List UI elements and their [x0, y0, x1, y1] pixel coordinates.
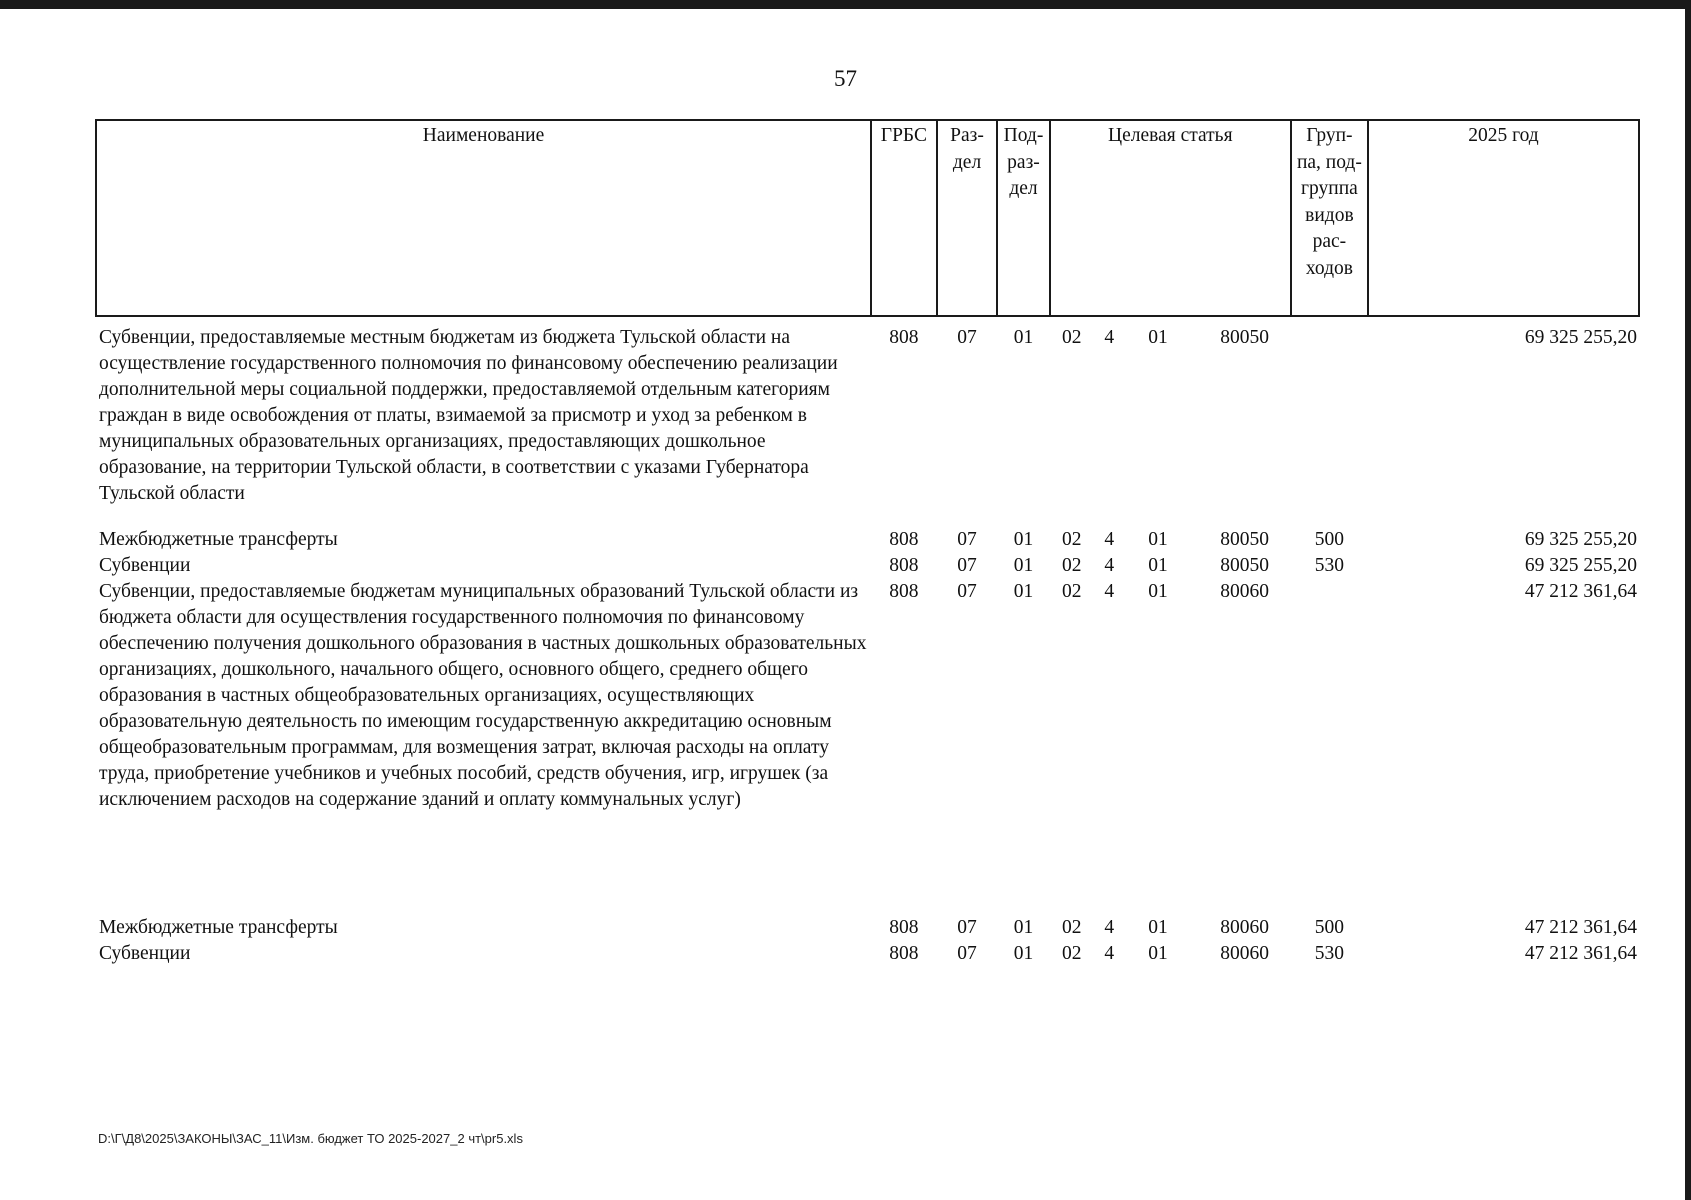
- row-name: Субвенции, предоставляемые местным бюджетам из бюджета Тульской области на осуществление государственного полномочия по финансовому обеспечению реализации дополнительной меры социальной поддержки, предоставляемой отдельным категориям граждан в виде освобождения от платы, взимаемой за присмотр и уход за ребенком в муниципальных образовательных организациях, предоставляющих дошкольное образование, на территории Тульской области, в соответствии с указами Губернатора Тульской области: [99, 327, 838, 504]
- row-vid: [1291, 316, 1368, 527]
- header-name-label: Наименование: [422, 125, 545, 146]
- row-grbs: 808: [889, 555, 919, 576]
- row-sum: 47 212 361,64: [1524, 581, 1637, 602]
- header-razdel-label: Раз- дел: [950, 125, 984, 173]
- row-razdel: 07: [957, 917, 977, 938]
- row-podrazdel: 01: [1013, 917, 1034, 938]
- table-row: [96, 941, 1639, 967]
- row-cs-complex: 01: [1148, 917, 1168, 938]
- row-grbs: 808: [889, 327, 919, 348]
- row-podrazdel: 01: [1013, 555, 1034, 576]
- row-name: Межбюджетные трансферты: [99, 529, 338, 550]
- header-vid-label: Груп- па, под- группа видов рас- ходов: [1296, 125, 1362, 279]
- row-cs-program: 02: [1061, 581, 1082, 602]
- header-sum-2025: [1368, 120, 1639, 316]
- header-name: [96, 120, 871, 316]
- row-cs-program: 02: [1061, 943, 1082, 964]
- row-sum: 47 212 361,64: [1524, 917, 1637, 938]
- header-vid-rashodov: [1291, 120, 1368, 316]
- row-vid: [1291, 579, 1368, 915]
- table-row: [96, 579, 1639, 915]
- row-cs-complex: 01: [1148, 327, 1168, 348]
- row-cs-program: 02: [1061, 917, 1082, 938]
- row-sum: 69 325 255,20: [1524, 529, 1637, 550]
- table-row: [96, 553, 1639, 579]
- row-cs-program: 02: [1061, 327, 1082, 348]
- row-cs-complex: 01: [1148, 555, 1168, 576]
- row-vid: 500: [1314, 917, 1345, 938]
- row-cs-complex: 01: [1148, 581, 1168, 602]
- row-cs-direction: 80050: [1220, 529, 1269, 550]
- row-name: Субвенции: [99, 555, 191, 576]
- row-cs-direction: 80050: [1220, 555, 1269, 576]
- row-vid: 530: [1314, 943, 1345, 964]
- row-name: Субвенции, предоставляемые бюджетам муниципальных образований Тульской области из бюджета области для осуществления государственного полномочия по финансовому обеспечению получения дошкольного образования в частных дошкольных образовательных организациях, дошкольного, начального общего, основного общего, среднего общего образования в частных общеобразовательных организациях, осуществляющих образовательную деятельность по имеющим государственную аккредитацию основным общеобразовательным программам, для возмещения затрат, включая расходы на оплату труда, приобретение учебников и учебных пособий, средств обучения, игр, игрушек (за исключением расходов на содержание зданий и оплату коммунальных услуг): [99, 581, 867, 810]
- budget-table: [95, 119, 1640, 967]
- row-podrazdel: 01: [1013, 529, 1034, 550]
- scan-border-right: [1685, 0, 1691, 1200]
- header-podrazdel-label: Под- раз- дел: [1003, 125, 1044, 199]
- row-cs-complex: 01: [1148, 529, 1168, 550]
- row-grbs: 808: [889, 943, 919, 964]
- row-sum: 69 325 255,20: [1524, 327, 1637, 348]
- table-row: [96, 915, 1639, 941]
- row-razdel: 07: [957, 529, 977, 550]
- file-path-footer: D:\Г\Д8\2025\ЗАКОНЫ\ЗАС_11\Изм. бюджет ТО 2025-2027_2 чт\pr5.xls: [98, 1131, 523, 1146]
- row-sum: 69 325 255,20: [1524, 555, 1637, 576]
- row-cs-program: 02: [1061, 555, 1082, 576]
- header-razdel: [937, 120, 998, 316]
- row-cs-direction: 80050: [1220, 327, 1269, 348]
- row-vid: 500: [1314, 529, 1345, 550]
- row-vid: 530: [1314, 555, 1345, 576]
- row-cs-complex: 01: [1148, 943, 1168, 964]
- row-grbs: 808: [889, 581, 919, 602]
- row-cs-type: 4: [1104, 555, 1115, 576]
- row-cs-type: 4: [1104, 581, 1115, 602]
- table-row: [96, 316, 1639, 527]
- row-cs-direction: 80060: [1220, 943, 1269, 964]
- row-podrazdel: 01: [1013, 581, 1034, 602]
- row-cs-direction: 80060: [1220, 917, 1269, 938]
- row-razdel: 07: [957, 327, 977, 348]
- row-cs-type: 4: [1104, 529, 1115, 550]
- row-razdel: 07: [957, 555, 977, 576]
- header-grbs-label: ГРБС: [880, 125, 927, 146]
- row-name: Межбюджетные трансферты: [99, 917, 338, 938]
- row-cs-type: 4: [1104, 917, 1115, 938]
- table-row: [96, 527, 1639, 553]
- page-number: 57: [834, 66, 857, 91]
- row-cs-type: 4: [1104, 327, 1115, 348]
- row-cs-direction: 80060: [1220, 581, 1269, 602]
- table-header-row: [96, 120, 1639, 316]
- row-cs-type: 4: [1104, 943, 1115, 964]
- row-razdel: 07: [957, 581, 977, 602]
- row-grbs: 808: [889, 529, 919, 550]
- row-cs-program: 02: [1061, 529, 1082, 550]
- row-podrazdel: 01: [1013, 943, 1034, 964]
- header-sum-label: 2025 год: [1468, 125, 1539, 146]
- row-podrazdel: 01: [1013, 327, 1034, 348]
- scan-border-top: [0, 0, 1691, 9]
- row-name: Субвенции: [99, 943, 191, 964]
- row-razdel: 07: [957, 943, 977, 964]
- header-grbs: [871, 120, 937, 316]
- header-podrazdel: [997, 120, 1049, 316]
- header-celevaya-statya: [1050, 120, 1291, 316]
- row-sum: 47 212 361,64: [1524, 943, 1637, 964]
- header-celevaya-label: Целевая статья: [1108, 125, 1233, 146]
- row-grbs: 808: [889, 917, 919, 938]
